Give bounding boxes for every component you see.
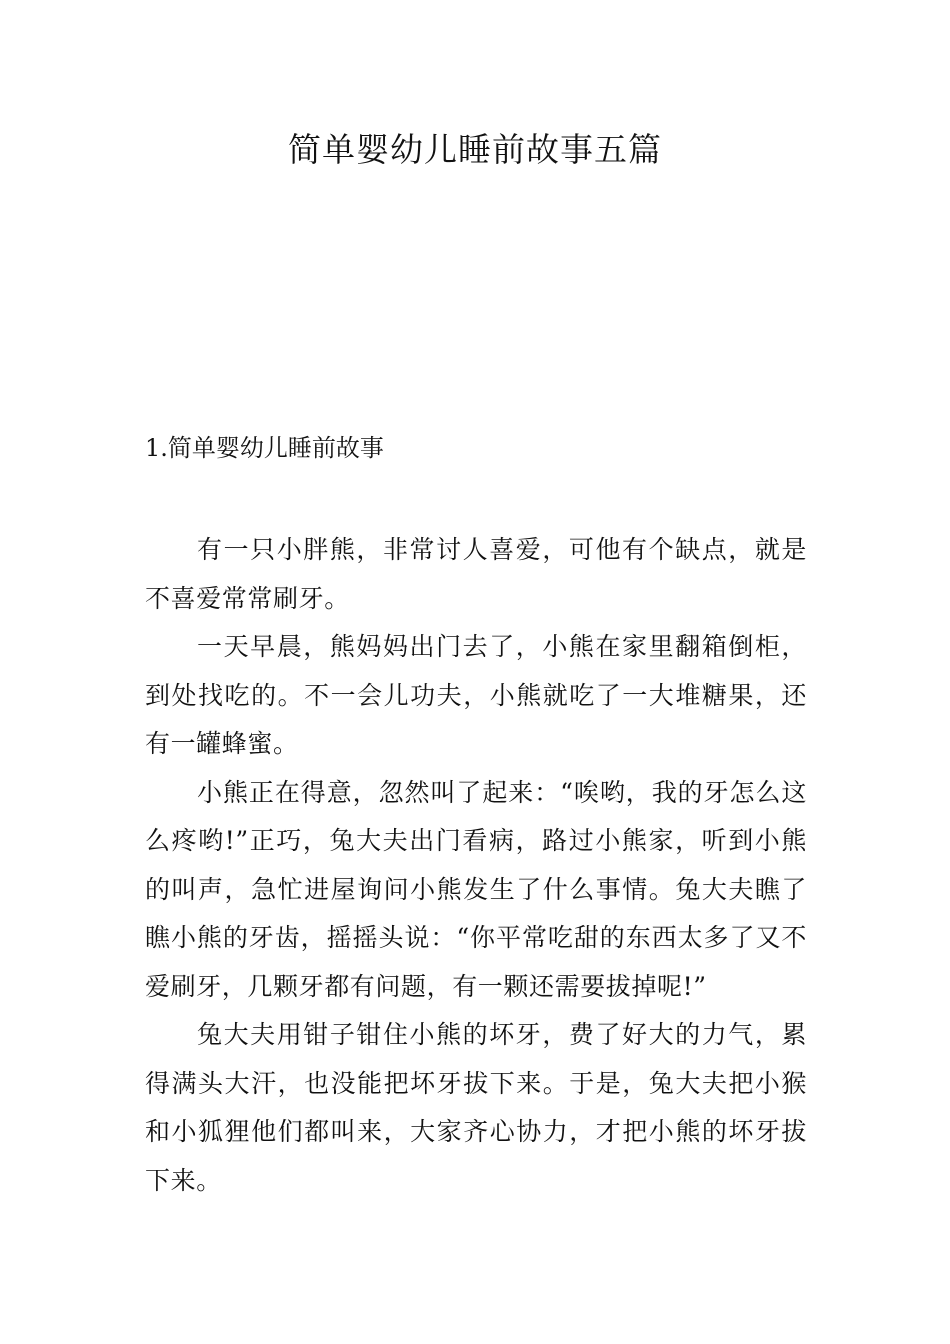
section-heading: 1.简单婴幼儿睡前故事 bbox=[145, 434, 384, 462]
story-paragraph-3: 小熊正在得意，忽然叫了起来：“唉哟，我的牙怎么这么疼哟!”正巧，兔大夫出门看病，路过小熊家，听到小熊的叫声，急忙进屋询问小熊发生了什么事情。兔大夫瞧了瞧小熊的牙齿，摇摇头说：“你平常吃甜的东西太多了又不爱刷牙，几颗牙都有问题，有一颗还需要拔掉呢!” bbox=[145, 777, 807, 1001]
story-paragraph-1: 有一只小胖熊，非常讨人喜爱，可他有个缺点，就是不喜爱常常刷牙。 bbox=[145, 535, 807, 613]
story-body bbox=[145, 526, 807, 1205]
story-paragraph-4: 兔大夫用钳子钳住小熊的坏牙，费了好大的力气，累得满头大汗，也没能把坏牙拔下来。于是，兔大夫把小猴和小狐狸他们都叫来，大家齐心协力，才把小熊的坏牙拔下来。 bbox=[145, 1020, 807, 1195]
story-paragraph-2: 一天早晨，熊妈妈出门去了，小熊在家里翻箱倒柜，到处找吃的。不一会儿功夫，小熊就吃了一大堆糖果，还有一罐蜂蜜。 bbox=[145, 632, 807, 758]
document-title: 简单婴幼儿睡前故事五篇 bbox=[288, 130, 662, 169]
